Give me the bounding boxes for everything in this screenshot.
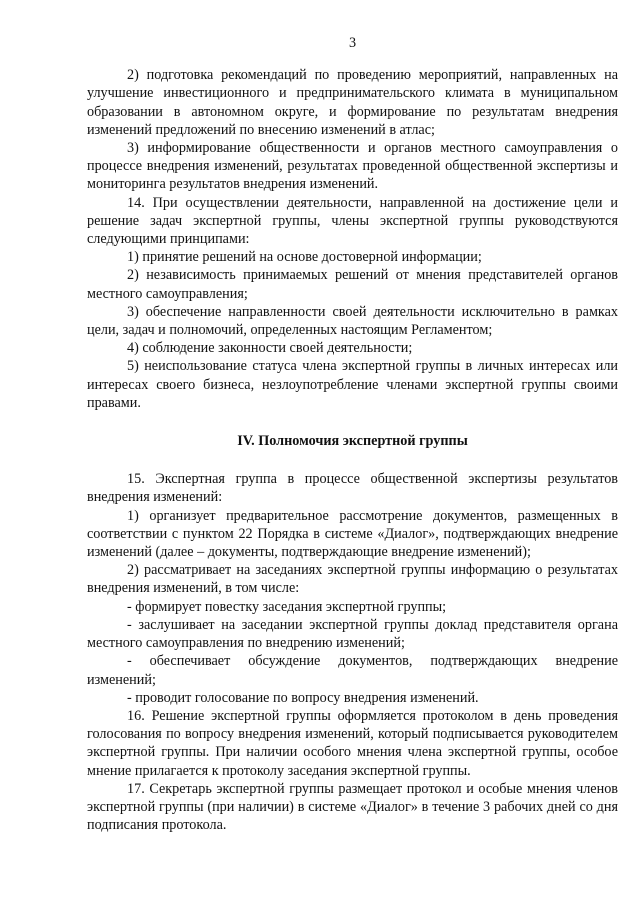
principle-item-1: 1) принятие решений на основе достоверной информации; bbox=[127, 249, 482, 266]
principle-item-4: 4) соблюдение законности своей деятельности; bbox=[127, 340, 413, 357]
page-number: 3 bbox=[348, 35, 357, 51]
principle-item-5: 5) неиспользование статуса члена экспертной группы в личных интересах или интересах своего бизнеса, незлоупотребление членами экспертной группы своими правами. bbox=[87, 358, 618, 411]
paragraph-17: 17. Секретарь экспертной группы размещает протокол и особые мнения членов экспертной группы (при наличии) в системе «Диалог» в течение 3 рабочих дней со дня подписания протокола. bbox=[87, 780, 618, 834]
paragraph-recommendations: 2) подготовка рекомендаций по проведению мероприятий, направленных на улучшение инвестиционного и предпринимательского климата в муниципальном образовании в автономном округе, и формирование по результатам внедрения изменений предложений по внесению изменений в атлас; bbox=[87, 67, 618, 138]
section-heading: IV. Полномочия экспертной группы bbox=[237, 433, 468, 450]
sub-item-discussion: - обеспечивает обсуждение документов, подтверждающих внедрение изменений; bbox=[87, 653, 618, 688]
powers-item-1: 1) организует предварительное рассмотрение документов, размещенных в соответствии с пунктом 22 Порядка в системе «Диалог», подтверждающих внедрение изменений (далее – документы, подтверждающие внедрение изменений); bbox=[87, 507, 618, 561]
paragraph-16: 16. Решение экспертной группы оформляется протоколом в день проведения голосования по вопросу внедрения изменений, который подписывается руководителем экспертной группы. При наличии особого мнения члена экспертной группы, особое мнение прилагается к протоколу заседания экспертной группы. bbox=[87, 707, 618, 779]
principle-item-3: 3) обеспечение направленности своей деятельности исключительно в рамках цели, задач и полномочий, определенных настоящим Регламентом; bbox=[87, 303, 618, 339]
sub-item-report: - заслушивает на заседании экспертной группы доклад представителя органа местного самоуправления по внедрению изменений; bbox=[87, 616, 618, 652]
paragraph-15: 15. Экспертная группа в процессе общественной экспертизы результатов внедрения изменений: bbox=[87, 471, 618, 506]
sub-item-agenda: - формирует повестку заседания экспертной группы; bbox=[127, 598, 447, 615]
sub-item-voting: - проводит голосование по вопросу внедрения изменений. bbox=[127, 689, 479, 706]
paragraph-informing: 3) информирование общественности и органов местного самоуправления о процессе внедрения изменений, результатах проведенной общественной экспертизы и мониторинга результатов внедрения изменений. bbox=[87, 140, 618, 193]
paragraph-14-principles: 14. При осуществлении деятельности, направленной на достижение цели и решение задач экспертной группы, члены экспертной группы руководствуются следующими принципами: bbox=[87, 194, 618, 248]
principle-item-2: 2) независимость принимаемых решений от мнения представителей органов местного самоуправления; bbox=[87, 267, 618, 302]
powers-item-2: 2) рассматривает на заседаниях экспертной группы информацию о результатах внедрения изменений, в том числе: bbox=[87, 562, 618, 597]
